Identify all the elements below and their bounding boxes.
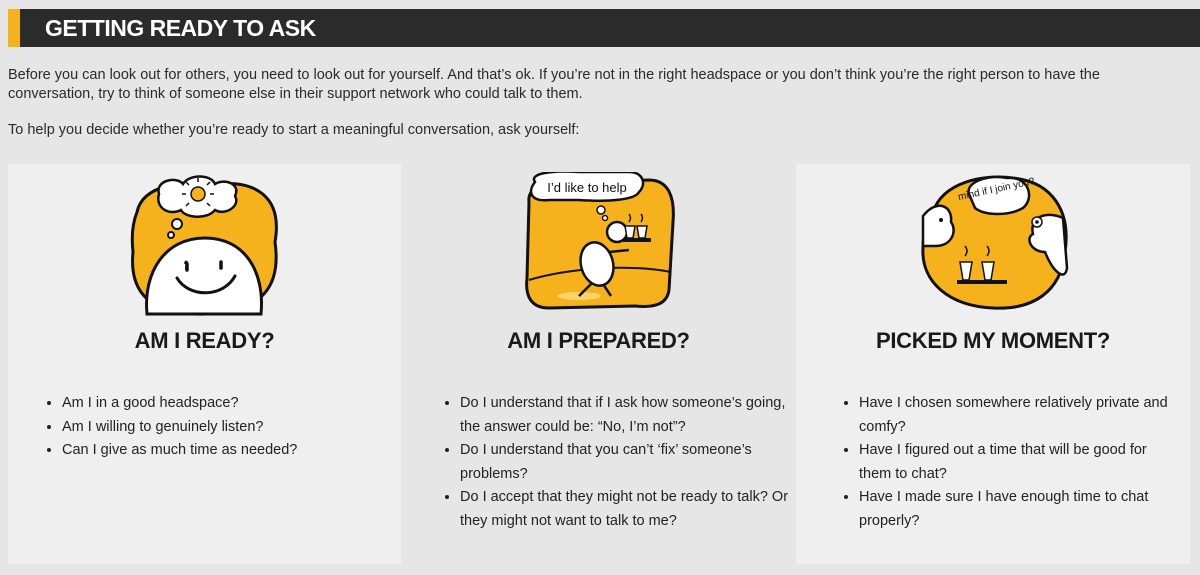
list-item: • Have I made sure I have enough time to chat properly? <box>859 486 1179 533</box>
list-item: • Am I willing to genuinely listen? <box>62 416 392 440</box>
bubble-text: I’d like to help <box>546 180 627 195</box>
panel-heading: AM I PREPARED? <box>507 328 690 353</box>
list-item: • Can I give as much time as needed? <box>62 439 392 463</box>
list-item: • Do I accept that they might not be ready to talk? Or they might not want to talk to me? <box>460 486 790 533</box>
header-accent-bar <box>8 9 20 47</box>
panel-am-i-prepared <box>401 164 796 564</box>
intro-text <box>8 66 1188 157</box>
section-title: GETTING READY TO ASK <box>45 15 316 41</box>
question-list <box>444 392 790 533</box>
list-item: • Do I understand that if I ask how someone’s going, the answer could be: “No, I’m not”? <box>460 392 790 439</box>
intro-paragraph-2: To help you decide whether you’re ready to start a meaningful conversation, ask yourself: <box>8 122 580 138</box>
person-carrying-coffee-icon <box>519 172 679 312</box>
panel-heading: PICKED MY MOMENT? <box>875 328 1111 353</box>
two-people-with-coffee-icon <box>913 172 1073 312</box>
smiling-head-icon <box>115 172 295 320</box>
question-list <box>46 392 392 463</box>
question-panels <box>8 164 1190 564</box>
list-item: • Do I understand that you can’t ‘fix’ someone’s problems? <box>460 439 790 486</box>
list-item: • Am I in a good headspace? <box>62 392 392 416</box>
bubble-text: mind if I join you? <box>957 176 1036 204</box>
intro-paragraph-1: Before you can look out for others, you need to look out for yourself. And that’s ok. If you’re not in the right headspace or you don’t think you’re the right person to have the conversation, try to think of someone else in their support network who could talk to them. <box>8 67 1100 102</box>
section-header <box>8 9 1200 47</box>
list-item: • Have I figured out a time that will be good for them to chat? <box>859 439 1179 486</box>
panel-picked-my-moment <box>796 164 1190 564</box>
panel-am-i-ready <box>8 164 401 564</box>
list-item: • Have I chosen somewhere relatively private and comfy? <box>859 392 1179 439</box>
panel-heading: AM I READY? <box>134 328 275 353</box>
question-list <box>843 392 1179 533</box>
